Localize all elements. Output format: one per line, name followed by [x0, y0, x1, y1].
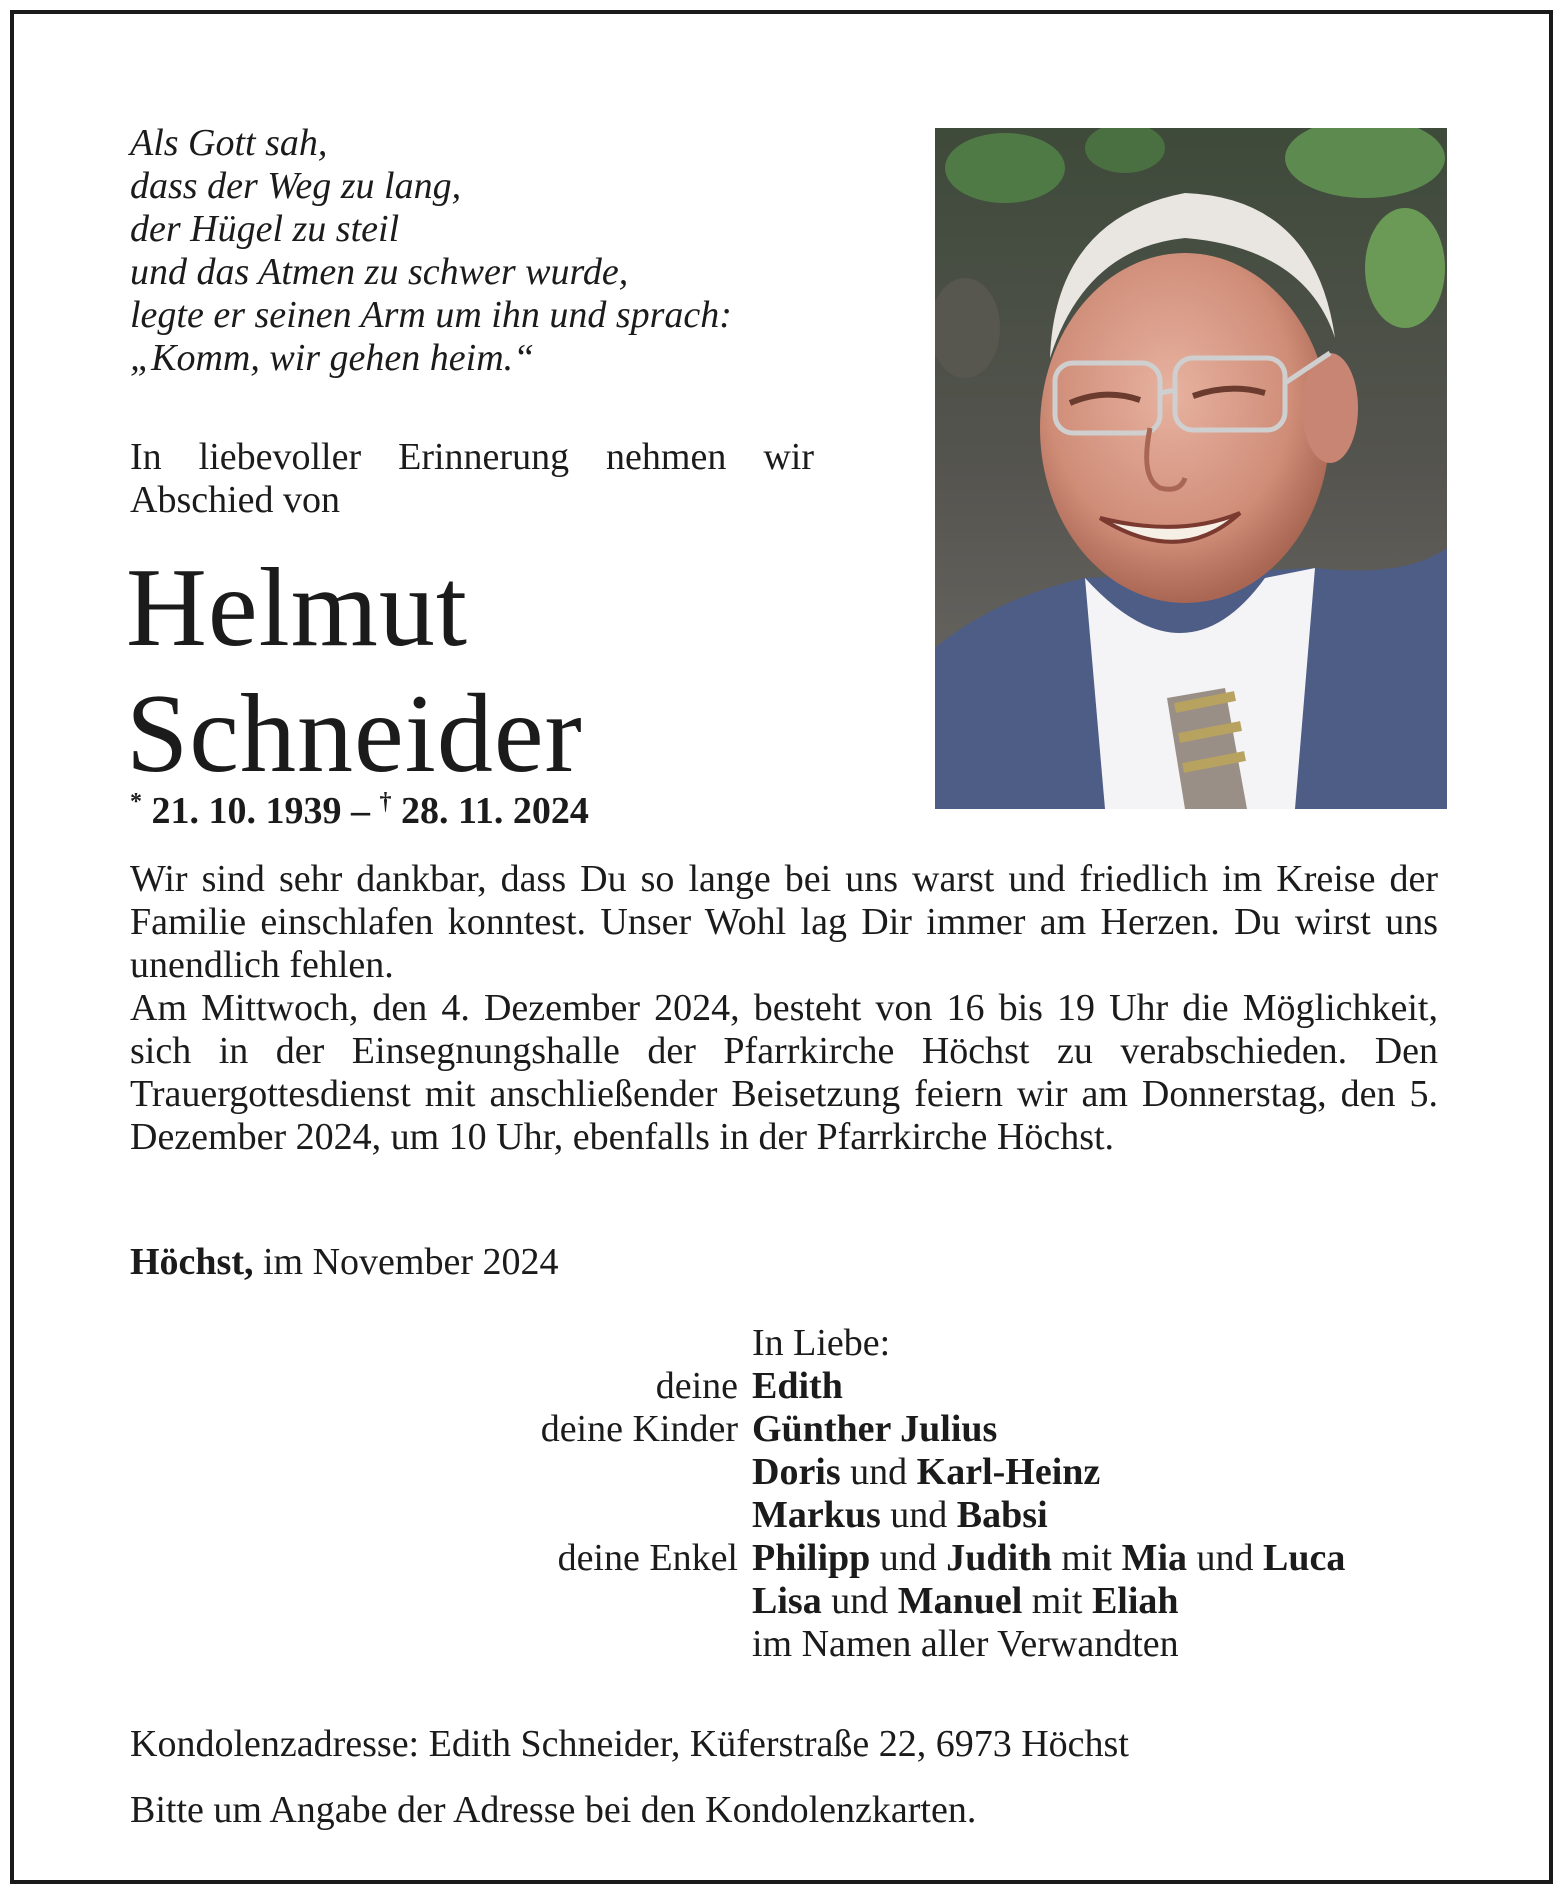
intro-text: In liebevoller Erinnerung nehmen wir Abschied von: [130, 436, 814, 521]
poem: [130, 122, 830, 380]
portrait-icon: [935, 128, 1447, 809]
place-town: Höchst,: [130, 1241, 254, 1283]
child-name: Günther Julius: [752, 1408, 998, 1450]
death-date: 28. 11. 2024: [401, 790, 589, 832]
birth-symbol: *: [130, 789, 142, 815]
poem-line: legte er seinen Arm um ihn und sprach:: [130, 294, 732, 336]
children-label: deine Kinder: [540, 1408, 738, 1450]
death-symbol: †: [379, 789, 392, 815]
life-dates: [130, 780, 589, 833]
last-name: Schneider: [126, 672, 583, 796]
poem-line: Als Gott sah,: [130, 122, 328, 164]
family-row: Lisa und Manuel mit Eliah: [752, 1580, 1179, 1622]
partner-name: Karl-Heinz: [916, 1451, 1101, 1493]
poem-line: und das Atmen zu schwer wurde,: [130, 251, 629, 293]
partner-name: Judith: [946, 1537, 1052, 1579]
wife-label: deine: [655, 1365, 738, 1407]
date-separator: –: [351, 790, 370, 832]
family-row: [400, 1365, 1500, 1408]
family-row: [400, 1408, 1500, 1451]
partner-name: Babsi: [956, 1494, 1048, 1536]
first-name: Helmut: [126, 546, 468, 670]
grandchild-name: Philipp: [752, 1537, 871, 1579]
family-closing: im Namen aller Verwandten: [752, 1623, 1179, 1665]
grandchildren-label: deine Enkel: [557, 1537, 738, 1579]
great-grandchild-name: Eliah: [1091, 1580, 1179, 1622]
wife-name: Edith: [752, 1365, 843, 1407]
condolence-address: Kondolenzadresse: Edith Schneider, Küferstraße 22, 6973 Höchst: [130, 1723, 1129, 1765]
grandchild-name: Lisa: [752, 1580, 822, 1622]
body-paragraph-gratitude: Wir sind sehr dankbar, dass Du so lange bei uns warst und friedlich im Kreise der Familie einschlafen konntest. Unser Wohl lag Dir immer am Herzen. Du wirst uns unendlich fehlen.: [130, 858, 1438, 986]
family-row: deine Enkel Philipp und Judith mit Mia und Luca: [400, 1537, 1500, 1580]
great-grandchild-name: Luca: [1263, 1537, 1346, 1579]
portrait-photo: [935, 128, 1447, 809]
deceased-name: [126, 545, 583, 797]
body-paragraph-ceremony: Am Mittwoch, den 4. Dezember 2024, besteht von 16 bis 19 Uhr die Möglichkeit, sich in der Einsegnungshalle der Pfarrkirche Höchst zu verabschieden. Den Trauergottesdienst mit anschließender Beisetzung feiern wir am Donnerstag, den 5. Dezember 2024, um 10 Uhr, ebenfalls in der Pfarrkirche Höchst.: [130, 987, 1438, 1158]
family-row: Markus und Babsi: [752, 1494, 1048, 1536]
place-date: [130, 1240, 559, 1284]
child-name: Markus: [752, 1494, 881, 1536]
family-row: [400, 1623, 1500, 1666]
great-grandchild-name: Mia: [1121, 1537, 1188, 1579]
partner-name: Manuel: [897, 1580, 1023, 1622]
place-month: im November 2024: [263, 1241, 559, 1283]
family-heading: In Liebe:: [752, 1322, 891, 1364]
poem-line: dass der Weg zu lang,: [130, 165, 462, 207]
family-list: [400, 1322, 1500, 1666]
condolence-note: Bitte um Angabe der Adresse bei den Kondolenzkarten.: [130, 1789, 977, 1831]
poem-line: der Hügel zu steil: [130, 208, 400, 250]
family-row: Doris und Karl-Heinz: [752, 1451, 1101, 1493]
body-text: [130, 858, 1438, 1159]
poem-line: „Komm, wir gehen heim.“: [130, 337, 535, 379]
child-name: Doris: [752, 1451, 841, 1493]
family-heading-row: [400, 1322, 1500, 1365]
birth-date: 21. 10. 1939: [151, 790, 342, 832]
